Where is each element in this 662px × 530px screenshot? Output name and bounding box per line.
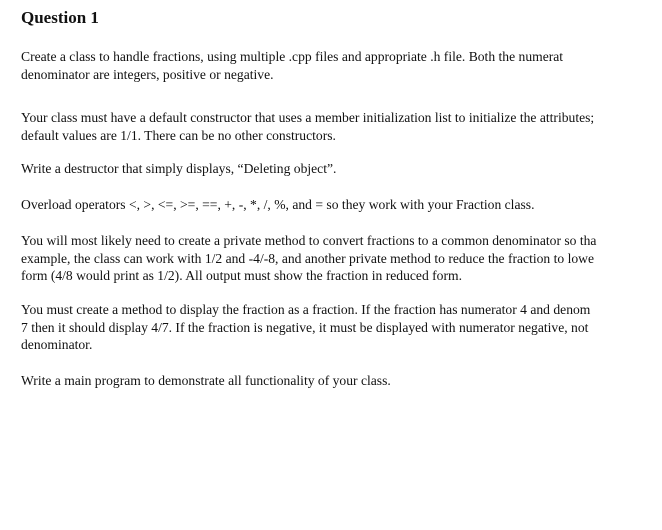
text-line: Your class must have a default constructor that uses a member initialization list to initialize the attributes;	[21, 110, 595, 125]
paragraph-main-program	[21, 372, 391, 390]
text-line: Write a main program to demonstrate all functionality of your class.	[21, 373, 391, 388]
paragraph-destructor	[21, 160, 336, 178]
paragraph-private-methods	[21, 232, 596, 285]
text-line: default values are 1/1. There can be no other constructors.	[21, 127, 336, 143]
paragraph-operators	[21, 196, 534, 214]
paragraph-class-requirements	[21, 48, 563, 83]
paragraph-constructor	[21, 109, 594, 144]
text-line: Create a class to handle fractions, using multiple .cpp files and appropriate .h file. Both the numerat	[21, 49, 564, 64]
question-title: Question 1	[21, 8, 99, 27]
text-line: Overload operators <, >, <=, >=, ==, +, -, *, /, %, and = so they work with your Fraction class.	[21, 197, 535, 212]
text-line: example, the class can work with 1/2 and -4/-8, and another private method to reduce the fraction to lowe	[21, 250, 595, 266]
text-line: Write a destructor that simply displays, “Deleting object”.	[21, 161, 337, 176]
text-line: 7 then it should display 4/7. If the fraction is negative, it must be displayed with numerator negative, not	[21, 319, 589, 335]
text-line: denominator are integers, positive or negative.	[21, 66, 274, 82]
text-line: denominator.	[21, 337, 93, 352]
text-line: You must create a method to display the fraction as a fraction. If the fraction has numerator 4 and denom	[21, 302, 591, 317]
text-line: form (4/8 would print as 1/2). All output must show the fraction in reduced form.	[21, 268, 462, 283]
paragraph-display-method	[21, 301, 590, 354]
text-line: You will most likely need to create a private method to convert fractions to a common denominator so tha	[21, 233, 597, 248]
